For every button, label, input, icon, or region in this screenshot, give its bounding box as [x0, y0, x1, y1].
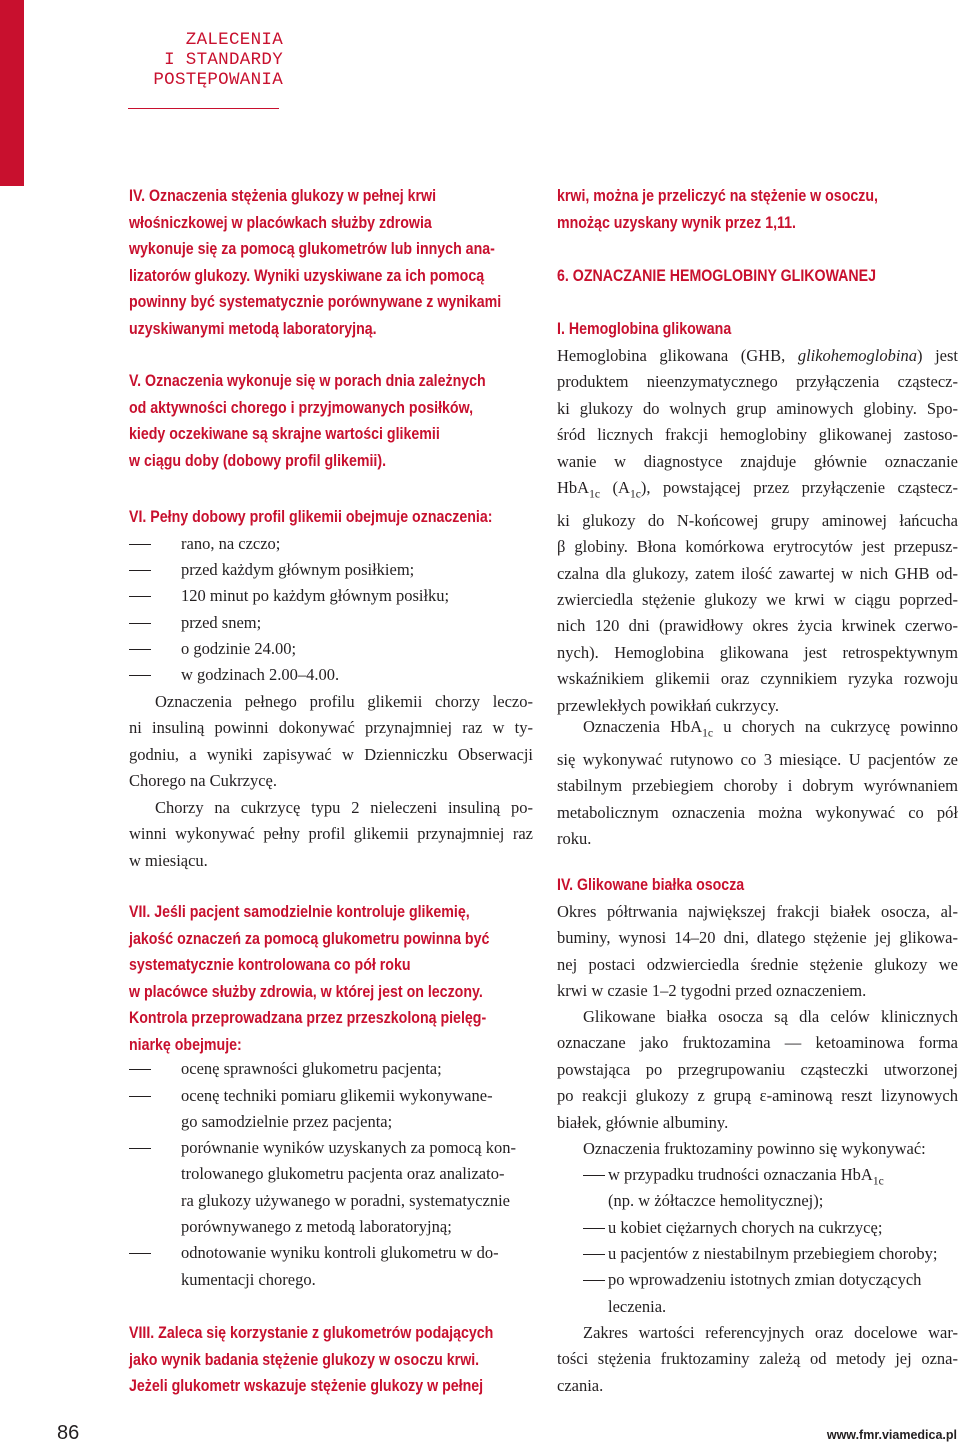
- text-line: krwi, można je przeliczyć na stężenie w osoczu,: [557, 187, 878, 205]
- header-rule: [128, 108, 279, 109]
- footer-url: www.fmr.viamedica.pl: [826, 1428, 957, 1442]
- text-line: I. Hemoglobina glikowana: [557, 320, 732, 338]
- page-number: 86: [57, 1422, 80, 1444]
- list-item: przed każdym głównym posiłkiem;: [181, 560, 415, 579]
- dash-marker: [129, 649, 151, 650]
- text-line: od aktywności chorego i przyjmowanych posiłków,: [129, 398, 474, 417]
- text-line: nych). Hemoglobina glikowana jest retrospektywnym: [557, 642, 958, 662]
- dash-marker: [583, 1280, 605, 1281]
- text-line: krwi w czasie 1–2 tygodni przed oznaczeniem.: [557, 981, 867, 1001]
- text-line: kiedy oczekiwane są skrajne wartości glikemii: [129, 425, 440, 443]
- text-line: ki glukozy do N-końcowej grupy aminowej łańcucha: [557, 510, 958, 530]
- dash-marker: [129, 1148, 151, 1149]
- subsection-i-heading: [557, 316, 960, 343]
- text-line: VIII. Zaleca się korzystanie z glukometrów podających: [129, 1324, 494, 1342]
- text-line: VII. Jeśli pacjent samodzielnie kontroluje glikemię,: [129, 903, 470, 921]
- section-header: [147, 30, 283, 100]
- text-line: ki glukozy do wolnych grup aminowych globiny. Spo-: [557, 398, 958, 418]
- list-item-cont: (np. w żółtaczce hemolitycznej);: [608, 1191, 824, 1210]
- text-line: buminy, wynosi 14–20 dni, dlatego stężenie jej glikowa-: [557, 928, 958, 948]
- text-line: wanie w diagnostyce znajduje głównie oznaczanie: [557, 451, 958, 471]
- list-item-cont: porównywanego z metodą laboratoryjną;: [181, 1217, 452, 1236]
- paragraph-profile: [129, 689, 533, 795]
- text-line: zwierciedla stężenie glukozy we krwi w ciągu poprzed-: [557, 589, 958, 609]
- text-line: oznaczane jako fruktozamina — ketoaminowa forma: [557, 1033, 958, 1053]
- text-line: mnożąc uzyskany wynik przez 1,11.: [557, 213, 796, 232]
- text-line: Jeżeli glukometr wskazuje stężenie glukozy w pełnej: [129, 1377, 484, 1395]
- text-line: β globiny. Błona komórkowa erytrocytów jest przepusz-: [557, 537, 958, 557]
- text-line: Oznaczenia fruktozaminy powinno się wykonywać:: [583, 1139, 926, 1158]
- list-item: u kobiet ciężarnych chorych na cukrzycę;: [608, 1218, 883, 1237]
- text-line: włośniczkowej w placówkach służby zdrowia: [129, 213, 432, 232]
- text-line: tości stężenia fruktozaminy zależą od metody jej ozna-: [557, 1349, 958, 1369]
- list-item-cont: trolowanego glukometru pacjenta oraz analizato-: [181, 1164, 505, 1183]
- text-line: Kontrola przeprowadzana przez przeszkoloną pielęg-: [129, 1009, 487, 1027]
- dash-marker: [583, 1175, 605, 1176]
- text-line: powstająca po przegrupowaniu cząsteczki utworzonej: [557, 1059, 958, 1079]
- dash-marker: [129, 623, 151, 624]
- section-iv-heading: [129, 183, 533, 342]
- dash-marker: [129, 544, 151, 545]
- paragraph-hba1c: [557, 343, 958, 719]
- list-item: w godzinach 2.00–4.00.: [181, 665, 340, 684]
- text-line: jakość oznaczeń za pomocą glukometru powinna być: [129, 929, 490, 948]
- section-v-heading: [129, 368, 533, 474]
- list-item-cont: leczenia.: [608, 1297, 667, 1316]
- text-line: przewlekłych powikłań cukrzycy.: [557, 695, 780, 715]
- text-line: czalna dla glukozy, zatem ilość zawartej w nich GHB od-: [557, 563, 958, 583]
- section-viii-heading: [129, 1320, 533, 1400]
- list-item-cont: go samodzielnie przez pacjenta;: [181, 1112, 393, 1131]
- text-line: w ciągu doby (dobowy profil glikemii).: [129, 451, 387, 470]
- text-line: HbA$_{1c}$ $(A_{1c})$, powstającej przez przyłączenie cząstecz-: [557, 478, 958, 501]
- chapter-6-heading: [557, 263, 960, 290]
- text-line: wskaźnikiem glikemii oraz czynnikiem ryzyka rozwoju: [557, 669, 958, 689]
- text-line: roku.: [557, 828, 592, 848]
- text-line: 6. OZNACZANIE HEMOGLOBINY GLIKOWANEJ: [557, 267, 877, 285]
- dash-marker: [129, 1069, 151, 1070]
- text-line: VI. Pełny dobowy profil glikemii obejmuje oznaczenia:: [129, 508, 493, 526]
- list-item: 120 minut po każdym głównym posiłku;: [181, 586, 450, 605]
- paragraph-albumin: [557, 899, 958, 1005]
- dash-marker: [129, 675, 151, 676]
- list-item: porównanie wyników uzyskanych za pomocą kon-: [181, 1138, 516, 1157]
- paragraph-type2: [129, 795, 533, 874]
- text-line: ni insuliną powinni dokonywać przynajmniej raz w ty-: [129, 718, 533, 738]
- section-vii-heading: [129, 899, 533, 1058]
- text-line: wykonuje się za pomocą glukometrów lub innych ana-: [129, 240, 495, 258]
- text-line: białek, głównie albuminy.: [557, 1112, 729, 1132]
- dash-marker: [583, 1254, 605, 1255]
- header-line-3: POSTĘPOWANIA: [153, 70, 283, 90]
- text-line: lizatorów glukozy. Wyniki uzyskiwane za ich pomocą: [129, 266, 485, 285]
- text-line: nich 120 dni (prawidłowy okres życia krwinek czerwo-: [557, 616, 958, 636]
- text-line: Hemoglobina glikowana (GHB, glikohemoglobina) jest: [557, 346, 958, 365]
- list-item: ocenę sprawności glukometru pacjenta;: [181, 1059, 442, 1078]
- list-item: ocenę techniki pomiaru glikemii wykonywane-: [181, 1086, 493, 1105]
- text-line: w miesiącu.: [129, 850, 208, 870]
- text-line: IV. Glikowane białka osocza: [557, 876, 745, 894]
- text-line: się wykonywać rutynowo co 3 miesiące. U pacjentów ze: [557, 749, 958, 769]
- text-line: IV. Oznaczenia stężenia glukozy w pełnej krwi: [129, 187, 437, 205]
- header-line-1: ZALECENIA: [185, 30, 283, 50]
- list-item: o godzinie 24.00;: [181, 639, 297, 658]
- dash-marker: [129, 1096, 151, 1097]
- section-v-continuation: [557, 183, 960, 236]
- section-vi-heading: [129, 504, 533, 531]
- header-line-2: I STANDARDY: [164, 50, 283, 70]
- text-line: systematycznie kontrolowana co pół roku: [129, 956, 411, 974]
- list-item: rano, na czczo;: [181, 534, 281, 553]
- text-line: śród licznych frakcji hemoglobiny glikowanej zastoso-: [557, 425, 958, 445]
- list-item: odnotowanie wyniku kontroli glukometru w do-: [181, 1243, 499, 1262]
- subsection-iv-heading: [557, 872, 960, 899]
- list-item: po wprowadzeniu istotnych zmian dotyczących: [608, 1270, 922, 1289]
- list-item-cont: kumentacji chorego.: [181, 1270, 316, 1289]
- text-line: stabilnym przebiegiem choroby i dobrym wyrównaniem: [557, 776, 958, 796]
- list-item: przed snem;: [181, 613, 262, 632]
- text-line: niarkę obejmuje:: [129, 1035, 242, 1054]
- list-item: u pacjentów z niestabilnym przebiegiem choroby;: [608, 1244, 938, 1263]
- paragraph-hba1c-frequency: [557, 714, 958, 852]
- red-margin-bar: [0, 0, 24, 186]
- paragraph-fructosamine-indications: [583, 1136, 958, 1162]
- text-line: w placówce służby zdrowia, w której jest on leczony.: [129, 982, 483, 1001]
- text-line: nej postaci odzwierciedla średnie stężenie glukozy we: [557, 954, 958, 974]
- text-line: powinny być systematycznie porównywane z wynikami: [129, 293, 502, 311]
- text-line: godniu, a wyniki zapisywać w Dzienniczku Obserwacji: [129, 744, 533, 764]
- text-line: Zakres wartości referencyjnych oraz docelowe war-: [583, 1323, 958, 1342]
- text-line: uzyskiwanymi metodą laboratoryjną.: [129, 319, 377, 338]
- text-line: Oznaczenia pełnego profilu glikemii chorzy leczo-: [155, 692, 533, 711]
- list-item: w przypadku trudności oznaczania HbA$_{1c}$: [608, 1165, 884, 1188]
- text-line: po reakcji glukozy z grupą ε-aminową reszt lizynowych: [557, 1086, 958, 1106]
- dash-marker: [129, 570, 151, 571]
- dash-marker: [129, 596, 151, 597]
- text-line: Chorego na Cukrzycę.: [129, 771, 277, 791]
- dash-marker: [583, 1228, 605, 1229]
- text-line: winni wykonywać pełny profil glikemii przynajmniej raz: [129, 824, 533, 844]
- text-line: Glikowane białka osocza są dla celów klinicznych: [583, 1007, 958, 1026]
- list-item-cont: ra glukozy używanego w poradni, systematycznie: [181, 1191, 510, 1210]
- paragraph-reference-values: [557, 1320, 958, 1399]
- text-line: czania.: [557, 1375, 604, 1395]
- text-line: Okres półtrwania największej frakcji białek osocza, al-: [557, 902, 958, 921]
- dash-marker: [129, 1253, 151, 1254]
- text-line: metabolicznym oznaczenia można wykonywać co pół: [557, 802, 958, 822]
- text-line: V. Oznaczenia wykonuje się w porach dnia zależnych: [129, 372, 486, 390]
- paragraph-fructosamine: [557, 1004, 958, 1136]
- text-line: Oznaczenia HbA$_{1c}$ u chorych na cukrzycę powinno: [583, 717, 958, 740]
- text-line: produktem nieenzymatycznego przyłączenia cząstecz-: [557, 372, 958, 392]
- text-line: Chorzy na cukrzycę typu 2 nieleczeni insuliną po-: [155, 798, 533, 817]
- text-line: jako wynik badania stężenie glukozy w osoczu krwi.: [129, 1350, 480, 1369]
